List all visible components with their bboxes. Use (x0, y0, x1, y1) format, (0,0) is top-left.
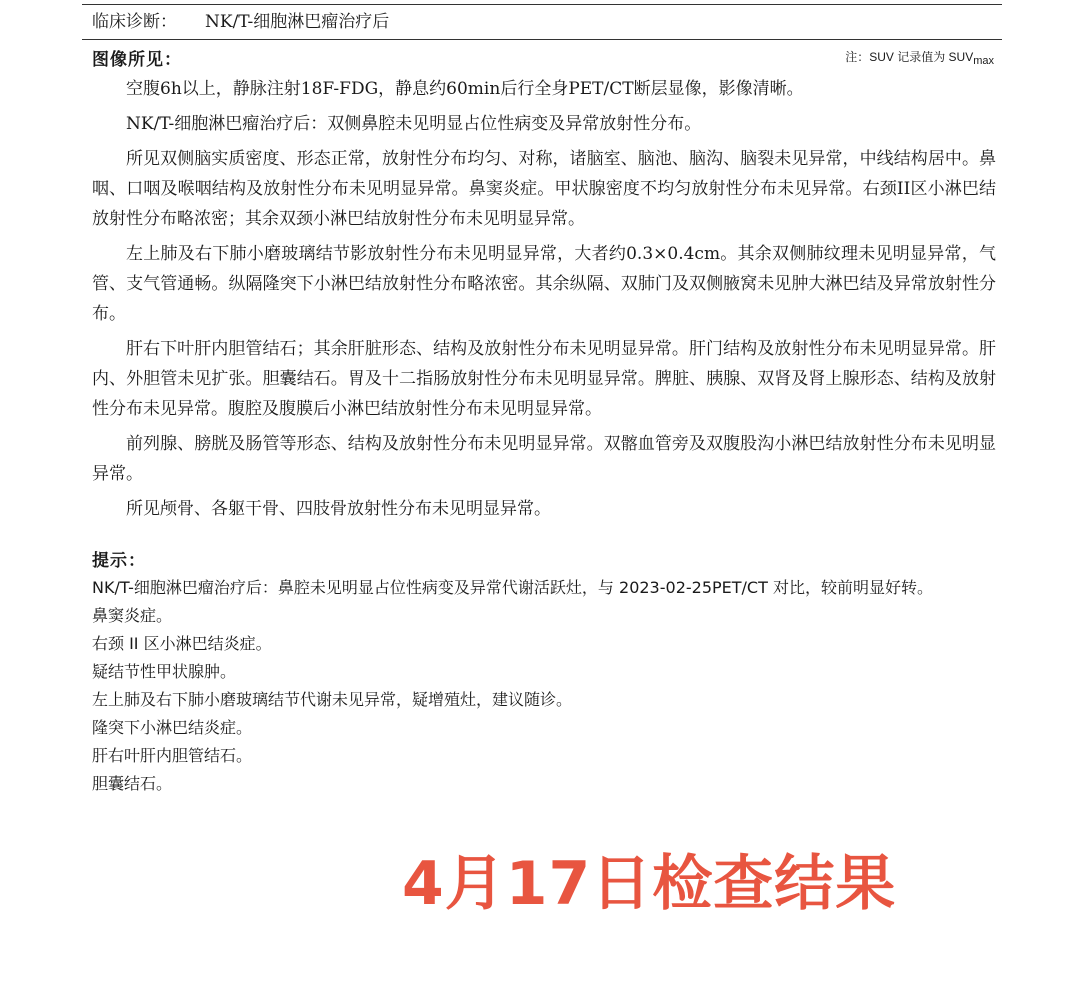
findings-title: 图像所见： (92, 50, 182, 70)
section-divider (82, 39, 1002, 40)
hint-line: 鼻窦炎症。 (92, 606, 173, 625)
exam-date-annotation: 4月17日检查结果 (402, 849, 897, 919)
hint-line: 右颈 II 区小淋巴结炎症。 (92, 634, 272, 653)
findings-body (92, 74, 996, 529)
findings-paragraph: 空腹6h以上，静脉注射18F-FDG，静息约60min后行全身PET/CT断层显像，影像清晰。 (126, 79, 804, 99)
clinical-diagnosis (92, 9, 389, 35)
suv-note-subscript: max (973, 55, 994, 67)
findings-paragraph: 所见双侧脑实质密度、形态正常，放射性分布均匀、对称，诸脑室、脑池、脑沟、脑裂未见异常，中线结构居中。鼻咽、口咽及喉咽结构及放射性分布未见明显异常。鼻窦炎症。甲状腺密度不均匀放射性分布未见异常。右颈II区小淋巴结放射性分布略浓密；其余双颈小淋巴结放射性分布未见明显异常。 (92, 149, 996, 229)
hints-body (92, 574, 996, 798)
hints-title: 提示： (92, 551, 146, 571)
suv-note (845, 48, 994, 65)
hint-line: 左上肺及右下肺小磨玻璃结节代谢未见异常，疑增殖灶，建议随诊。 (92, 690, 573, 709)
findings-paragraph: NK/T-细胞淋巴瘤治疗后：双侧鼻腔未见明显占位性病变及异常放射性分布。 (126, 114, 702, 134)
findings-paragraph: 前列腺、膀胱及肠管等形态、结构及放射性分布未见明显异常。双髂血管旁及双腹股沟小淋巴结放射性分布未见明显异常。 (92, 434, 996, 484)
top-divider (82, 4, 1002, 5)
diagnosis-label: 临床诊断： (92, 12, 177, 32)
suv-note-text: 注：SUV 记录值为 SUV (845, 50, 974, 64)
hint-line: 疑结节性甲状腺肿。 (92, 662, 237, 681)
hint-line: 胆囊结石。 (92, 774, 173, 793)
findings-paragraph: 左上肺及右下肺小磨玻璃结节影放射性分布未见明显异常，大者约0.3×0.4cm。其余双侧肺纹理未见明显异常，气管、支气管通畅。纵隔隆突下小淋巴结放射性分布略浓密。其余纵隔、双肺门及双侧腋窝未见肿大淋巴结及异常放射性分布。 (92, 244, 996, 324)
hint-line: 肝右叶肝内胆管结石。 (92, 746, 253, 765)
hint-line: NK/T-细胞淋巴瘤治疗后：鼻腔未见明显占位性病变及异常代谢活跃灶，与 2023-02-25PET/CT 对比，较前明显好转。 (92, 578, 933, 597)
diagnosis-value: NK/T-细胞淋巴瘤治疗后 (205, 12, 390, 32)
findings-paragraph: 肝右下叶肝内胆管结石；其余肝脏形态、结构及放射性分布未见明显异常。肝门结构及放射性分布未见明显异常。肝内、外胆管未见扩张。胆囊结石。胃及十二指肠放射性分布未见明显异常。脾脏、胰腺、双肾及肾上腺形态、结构及放射性分布未见异常。腹腔及腹膜后小淋巴结放射性分布未见明显异常。 (92, 339, 996, 419)
hint-line: 隆突下小淋巴结炎症。 (92, 718, 253, 737)
findings-paragraph: 所见颅骨、各躯干骨、四肢骨放射性分布未见明显异常。 (126, 499, 551, 519)
